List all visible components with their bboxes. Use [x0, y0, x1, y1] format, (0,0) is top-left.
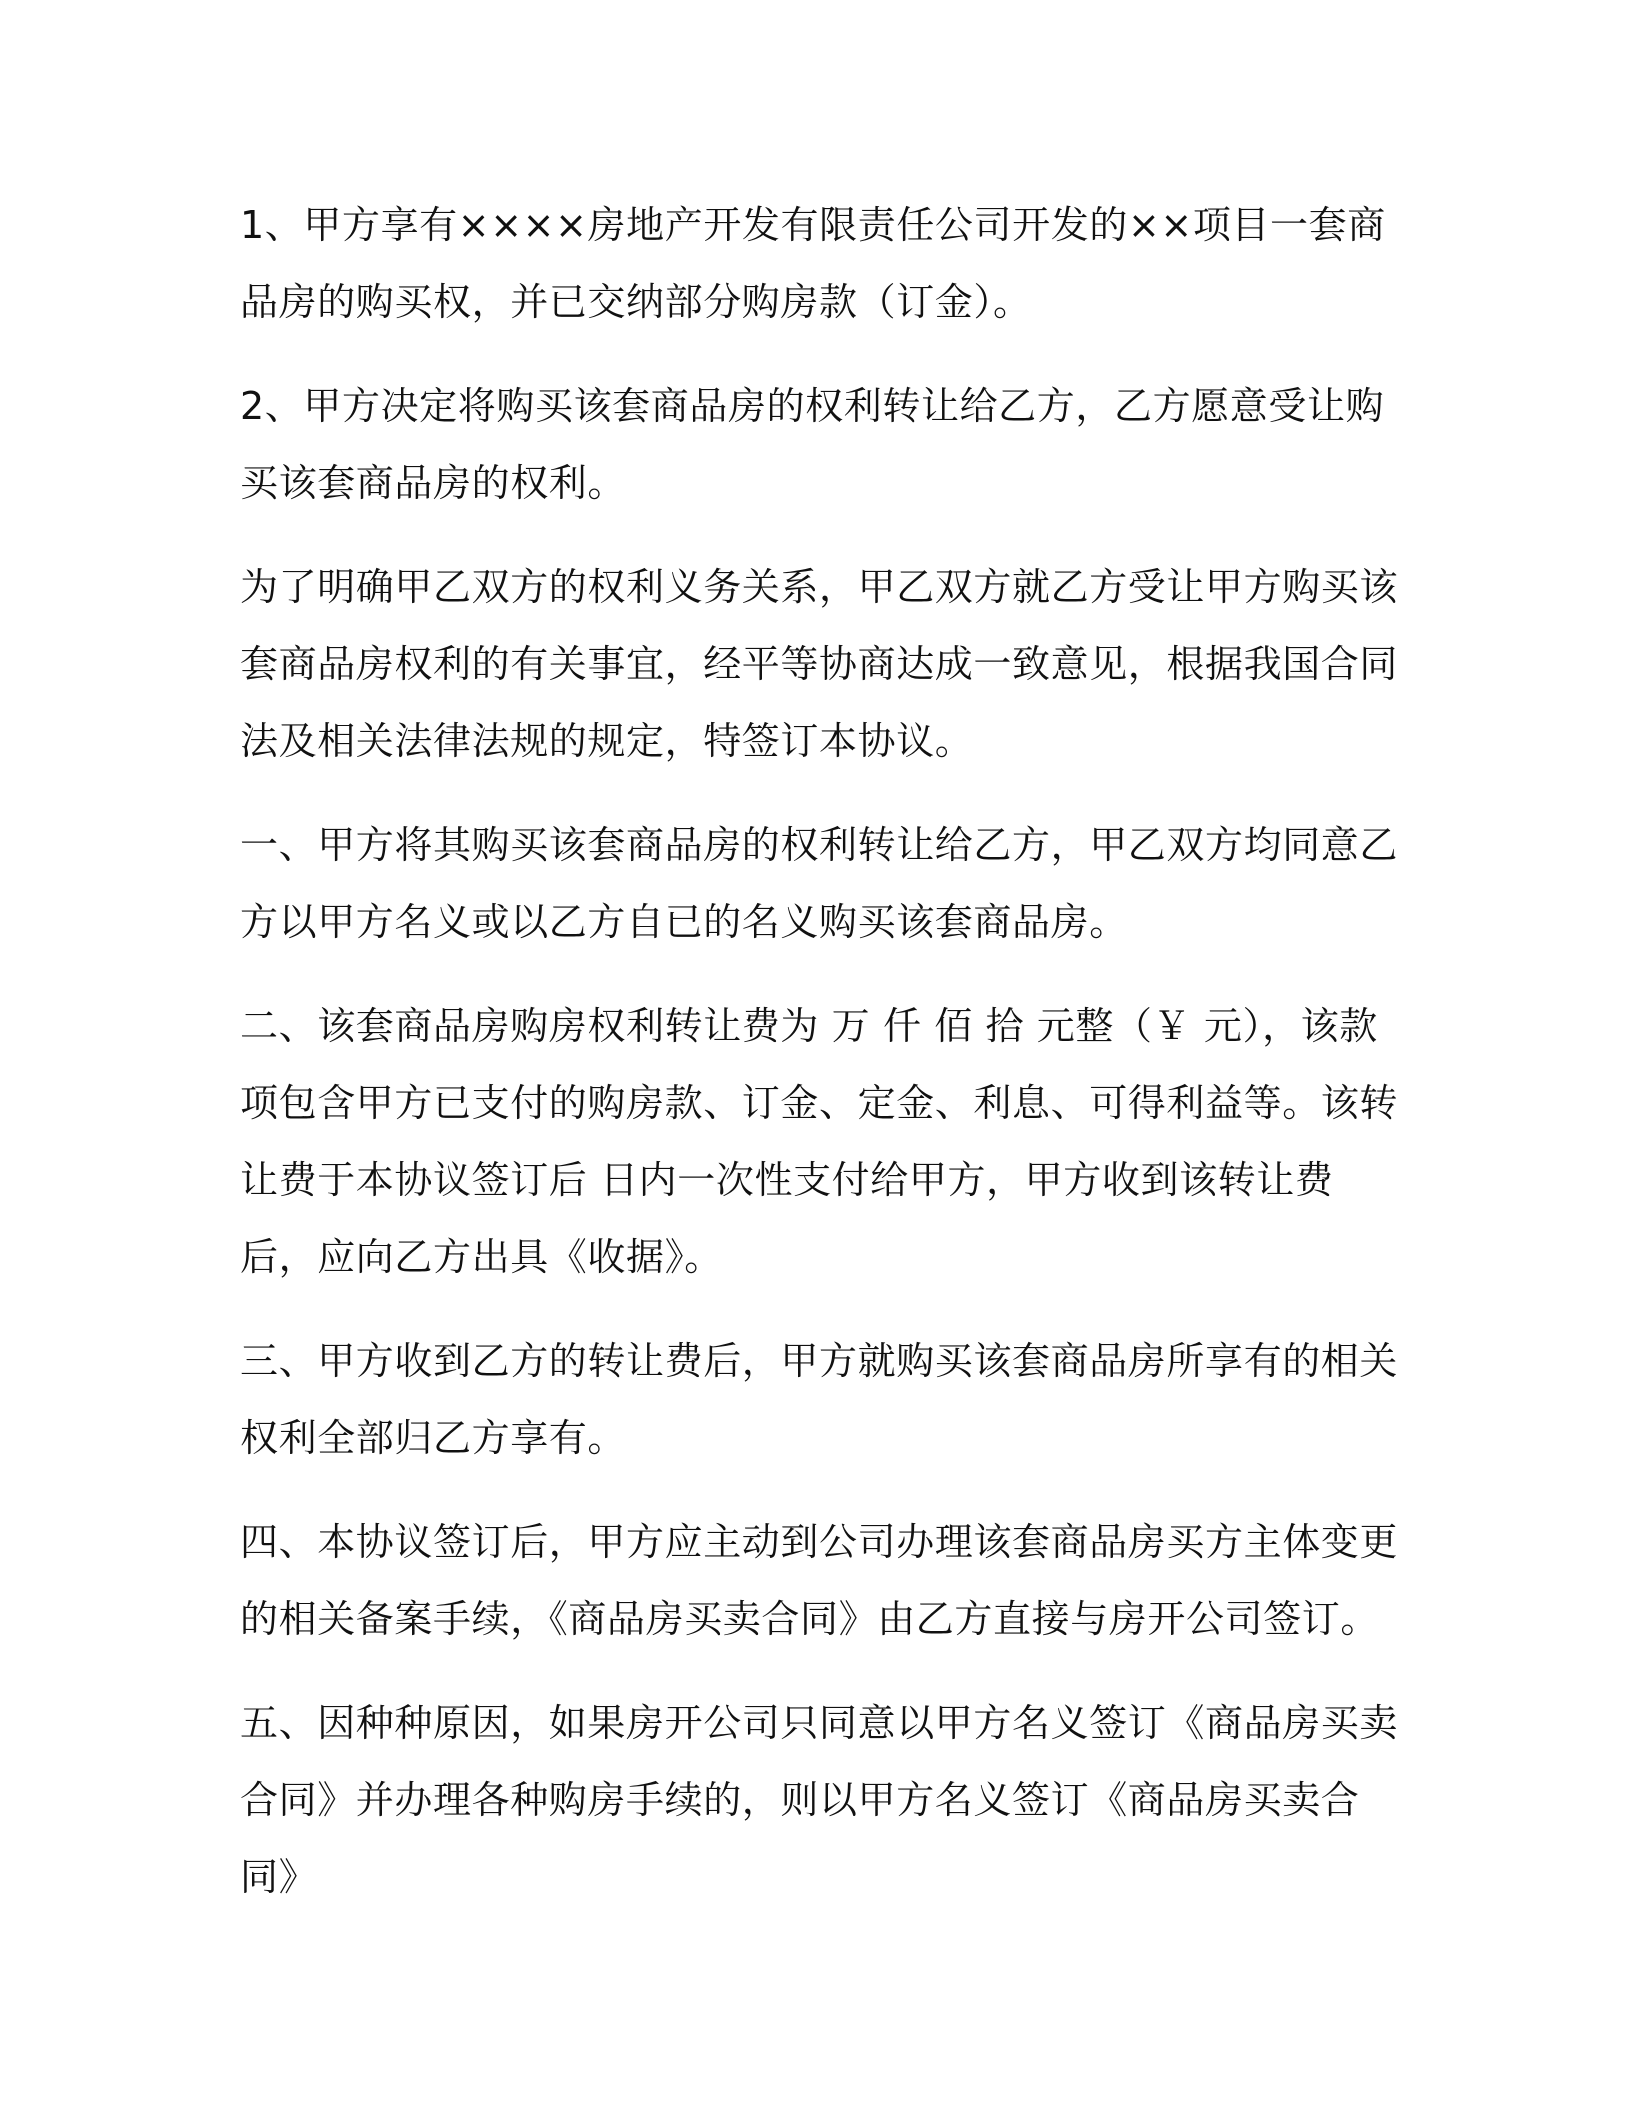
paragraph-clause-2: 2、甲方决定将购买该套商品房的权利转让给乙方，乙方愿意受让购买该套商品房的权利。	[240, 384, 1385, 505]
paragraph-article-1: 一、甲方将其购买该套商品房的权利转让给乙方，甲乙双方均同意乙方以甲方名义或以乙方自已的名义购买该套商品房。	[240, 823, 1399, 944]
document-body	[240, 187, 1405, 1943]
paragraph-article-4: 四、本协议签订后，甲方应主动到公司办理该套商品房买方主体变更的相关备案手续，《商品房买卖合同》由乙方直接与房开公司签订。	[240, 1520, 1399, 1641]
paragraph-article-3: 三、甲方收到乙方的转让费后，甲方就购买该套商品房所享有的相关权利全部归乙方享有。	[240, 1339, 1399, 1460]
paragraph-preamble: 为了明确甲乙双方的权利义务关系，甲乙双方就乙方受让甲方购买该套商品房权利的有关事宜，经平等协商达成一致意见，根据我国合同法及相关法律法规的规定，特签订本协议。	[240, 565, 1399, 763]
paragraph-article-2: 二、该套商品房购房权利转让费为 万 仟 佰 拾 元整（￥ 元），该款项包含甲方已支付的购房款、订金、定金、利息、可得利益等。该转让费于本协议签订后 日内一次性支付给甲方，甲方收到该转让费后，应向乙方出具《收据》。	[240, 1004, 1399, 1279]
paragraph-article-5: 五、因种种原因，如果房开公司只同意以甲方名义签订《商品房买卖合同》并办理各种购房手续的，则以甲方名义签订《商品房买卖合同》	[240, 1701, 1399, 1899]
paragraph-clause-1: 1、甲方享有××××房地产开发有限责任公司开发的××项目一套商品房的购买权，并已交纳部分购房款（订金）。	[240, 203, 1386, 324]
